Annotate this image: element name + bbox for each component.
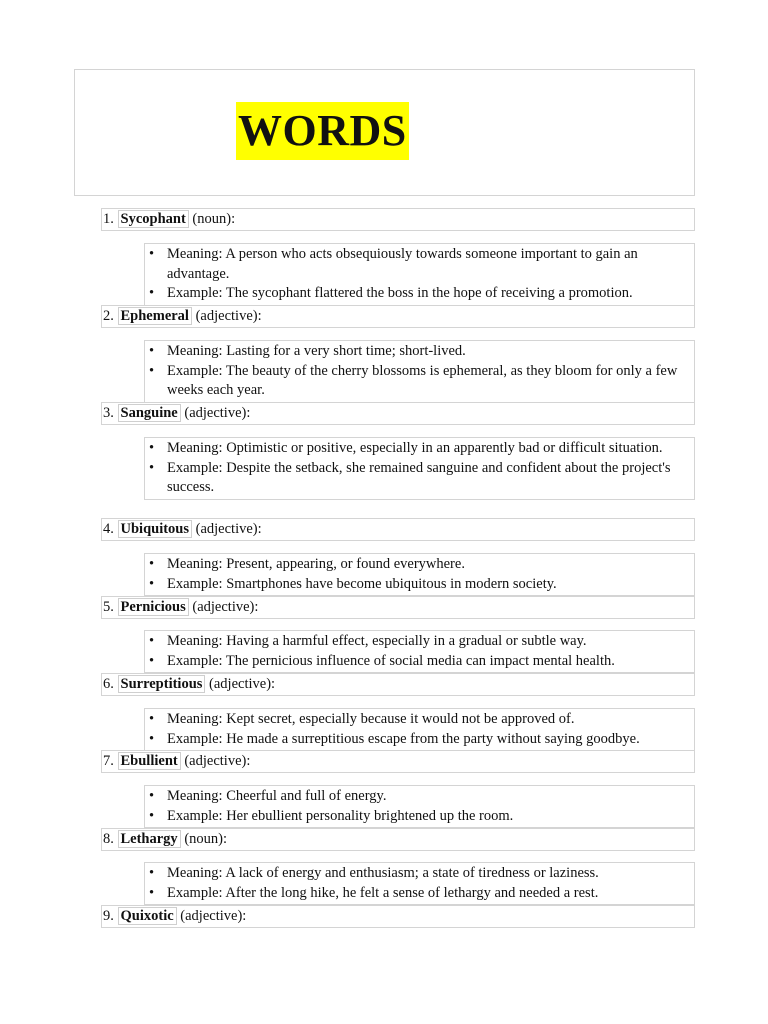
example-item: • Example: After the long hike, he felt a sense of lethargy and needed a rest. [145, 884, 686, 904]
entry-number: 9. [103, 908, 114, 924]
entry-part-of-speech: (noun): [184, 831, 227, 847]
example-item: • Example: Despite the setback, she remained sanguine and confident about the project's success. [145, 459, 686, 498]
meaning-item: • Meaning: A person who acts obsequiously towards someone important to gain an advantage. [145, 245, 686, 284]
entry-part-of-speech: (adjective): [184, 753, 251, 769]
entry-details [144, 553, 695, 596]
entry-details [144, 630, 695, 673]
entry-header [101, 905, 695, 928]
example-item: • Example: The sycophant flattered the boss in the hope of receiving a promotion. [145, 284, 686, 304]
entry-part-of-speech: (adjective): [195, 308, 262, 324]
entry-details [144, 785, 695, 828]
entry-header [101, 402, 695, 425]
entry-word: Quixotic [120, 908, 174, 924]
entry-header [101, 828, 695, 851]
meaning-item: • Meaning: A lack of energy and enthusiasm; a state of tiredness or laziness. [145, 864, 686, 884]
entry-details [144, 862, 695, 905]
meaning-item: • Meaning: Optimistic or positive, especially in an apparently bad or difficult situation. [145, 439, 686, 459]
example-item: • Example: Her ebullient personality brightened up the room. [145, 807, 686, 827]
example-item: • Example: Smartphones have become ubiquitous in modern society. [145, 575, 686, 595]
entry-number: 8. [103, 831, 114, 847]
entry-number: 1. [103, 211, 114, 227]
entry-word: Lethargy [120, 831, 178, 847]
entry-number: 3. [103, 405, 114, 421]
entry-number: 4. [103, 521, 114, 537]
entry-part-of-speech: (adjective): [192, 599, 259, 615]
example-item: • Example: The beauty of the cherry blossoms is ephemeral, as they bloom for only a few weeks each year. [145, 362, 686, 401]
example-item: • Example: The pernicious influence of social media can impact mental health. [145, 652, 686, 672]
meaning-item: • Meaning: Lasting for a very short time; short-lived. [145, 342, 686, 362]
entry-part-of-speech: (noun): [192, 211, 236, 227]
meaning-item: • Meaning: Kept secret, especially because it would not be approved of. [145, 710, 686, 730]
entry-part-of-speech: (adjective): [184, 405, 251, 421]
meaning-item: • Meaning: Having a harmful effect, especially in a gradual or subtle way. [145, 632, 686, 652]
entry-part-of-speech: (adjective): [180, 908, 247, 924]
entry-number: 6. [103, 676, 114, 692]
entry-number: 2. [103, 308, 114, 324]
entry-number: 7. [103, 753, 114, 769]
entry-word: Sanguine [120, 405, 178, 421]
title-box [74, 69, 695, 196]
entry-part-of-speech: (adjective): [209, 676, 276, 692]
entry-details [144, 708, 695, 751]
entry-details [144, 243, 695, 306]
entry-header [101, 208, 695, 231]
example-item: • Example: He made a surreptitious escape from the party without saying goodbye. [145, 730, 686, 750]
entry-header [101, 596, 695, 619]
entry-word: Pernicious [120, 599, 186, 615]
entry-word: Ephemeral [120, 308, 189, 324]
entry-header [101, 518, 695, 541]
meaning-item: • Meaning: Cheerful and full of energy. [145, 787, 686, 807]
entry-word: Surreptitious [120, 676, 203, 692]
entry-word: Ebullient [120, 753, 178, 769]
meaning-item: • Meaning: Present, appearing, or found everywhere. [145, 555, 686, 575]
entry-header [101, 673, 695, 696]
entry-word: Ubiquitous [120, 521, 190, 537]
entry-details [144, 340, 695, 403]
entry-number: 5. [103, 599, 114, 615]
entry-part-of-speech: (adjective): [195, 521, 262, 537]
entry-details [144, 437, 695, 500]
entry-header [101, 305, 695, 328]
entry-word: Sycophant [120, 211, 186, 227]
entry-header [101, 750, 695, 773]
page-title: WORDS [236, 102, 409, 160]
